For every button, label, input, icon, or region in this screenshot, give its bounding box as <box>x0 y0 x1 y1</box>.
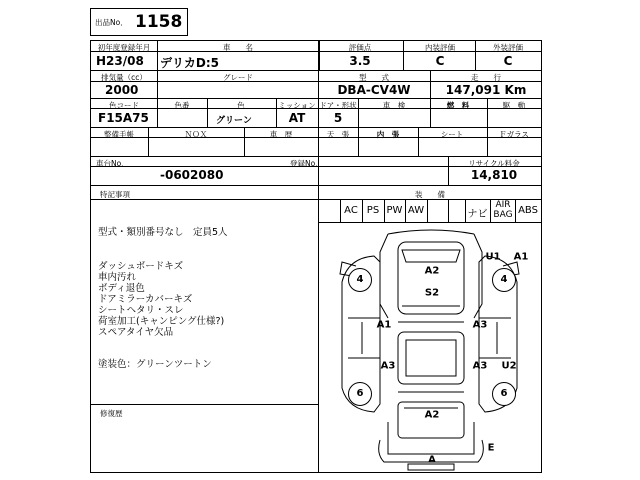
car-name-label: 車 名 <box>223 43 253 52</box>
remarks-line1: 型式・類別番号なし 定員5人 <box>98 227 228 238</box>
exterior-label: 外装評価 <box>493 43 523 52</box>
roof-mid-mark: S2 <box>424 287 440 299</box>
displacement-label: 排気量（cc） <box>101 73 147 82</box>
lot-number-box <box>90 8 188 36</box>
equipment-airbag: AIR BAG <box>493 200 513 220</box>
registration-no-label: 登録No． <box>290 159 323 168</box>
transmission-label: ミッション <box>278 101 316 110</box>
history-label: 車 歴 <box>269 130 293 139</box>
equipment-navi: ナビ <box>467 209 488 220</box>
drive-label: 駆 動 <box>502 101 526 110</box>
color-code-value: F15A75 <box>98 111 149 125</box>
equipment-ac: AC <box>344 205 358 216</box>
remarks-item-5: シートヘタリ・スレ <box>98 305 184 316</box>
doors-value: 5 <box>333 111 343 125</box>
displacement-value: 2000 <box>105 83 139 97</box>
roof-front-mark: A2 <box>424 265 440 277</box>
fuel-label: 燃 料 <box>446 101 470 110</box>
left-front-door-mark: A1 <box>376 319 392 331</box>
remarks-paint: 塗装色：グリーンツートン <box>98 359 212 370</box>
glass-label: Ｆガラス <box>499 130 529 139</box>
mileage-label: 走 行 <box>471 73 501 82</box>
color-code-label: 色コード <box>109 101 139 110</box>
rear-gate-mark: A2 <box>424 409 440 421</box>
front-right-top-mark: U1 <box>485 251 501 263</box>
right-rear-fender-mark: U2 <box>501 360 517 372</box>
nox-label: ＮＯＸ <box>184 130 208 139</box>
exterior-value: C <box>503 54 513 68</box>
remarks-item-1: ダッシュボードキズ <box>98 261 184 272</box>
equipment-ps: PS <box>366 205 380 216</box>
remarks-item-4: ドアミラーカバーキズ <box>98 294 193 305</box>
tire-rear-left-mark: 6 <box>348 382 372 406</box>
score-label: 評価点 <box>348 43 372 52</box>
first-registration-value: H23/08 <box>96 54 144 68</box>
front-right-corner-mark: A1 <box>513 251 529 263</box>
tire-front-right-mark: 4 <box>492 268 516 292</box>
sunroof-label: 天 張 <box>326 130 350 139</box>
recycle-fee-value: 14,810 <box>470 168 518 182</box>
doors-shape-label: ドア・形状 <box>319 101 357 110</box>
rear-bumper-mark: A <box>428 454 436 466</box>
chassis-no-label: 車台No． <box>96 159 129 168</box>
lot-number-label: 出品No． <box>95 18 128 27</box>
left-rear-door-mark: A3 <box>380 360 396 372</box>
equipment-pw: PW <box>386 205 403 216</box>
rear-bumper-right-mark: E <box>487 442 495 454</box>
remarks-item-3: ボディ退色 <box>98 283 145 294</box>
repair-history-label: 修復歴 <box>100 409 123 418</box>
color-no-label: 色番 <box>174 101 190 110</box>
maintenance-label: 整備手帳 <box>104 130 134 139</box>
model-value: DBA-CV4W <box>337 83 411 97</box>
color-label: 色 <box>237 101 245 110</box>
car-diagram <box>318 222 541 472</box>
score-value: 3.5 <box>349 54 371 68</box>
interior-label: 内装評価 <box>425 43 455 52</box>
equipment-label: 装 備 <box>415 190 445 199</box>
seat-label: シート <box>440 130 464 139</box>
lot-number: 1158 <box>135 12 183 32</box>
remarks-label: 特記事項 <box>100 190 130 199</box>
tire-rear-right-mark: 6 <box>492 382 516 406</box>
interior-value: C <box>435 54 445 68</box>
model-label: 型 式 <box>359 73 389 82</box>
remarks-item-2: 車内汚れ <box>98 272 137 283</box>
recycle-fee-label: リサイクル料金 <box>468 159 520 168</box>
equipment-abs: ABS <box>518 205 538 216</box>
mileage-value: 147,091 Km <box>445 83 527 97</box>
first-registration-label: 初年度登録年月 <box>97 43 151 52</box>
equipment-aw: AW <box>407 205 425 216</box>
right-front-door-mark: A3 <box>472 319 488 331</box>
grade-label: グレード <box>223 73 253 82</box>
tire-front-left-mark: 4 <box>348 268 372 292</box>
chassis-no-value: -0602080 <box>160 168 224 182</box>
remarks-item-7: スペアタイヤ欠品 <box>98 327 174 338</box>
interior-trim-label: 内 張 <box>376 130 400 139</box>
right-rear-door-mark: A3 <box>472 360 488 372</box>
color-value: グリーン <box>216 116 252 126</box>
remarks-item-6: 荷室加工(キャンピング仕様?) <box>98 316 225 327</box>
car-name-value: デリカD:5 <box>160 56 219 70</box>
inspection-label: 車 検 <box>382 101 406 110</box>
transmission-value: AT <box>288 111 306 125</box>
